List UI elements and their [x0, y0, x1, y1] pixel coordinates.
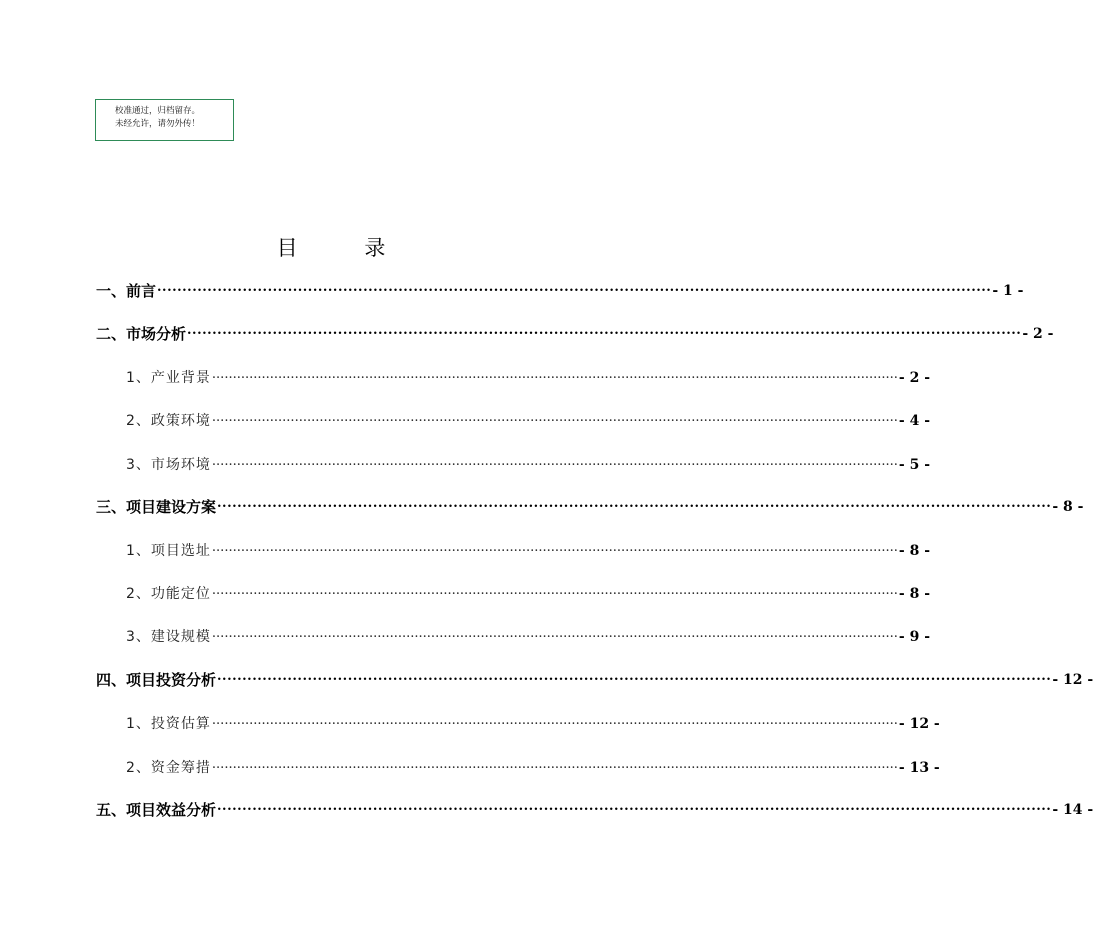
toc-leader: ......................................................................................................................................................................	[217, 496, 1052, 511]
toc-entry-policy-environment[interactable]	[126, 410, 931, 431]
toc-entry-label: 1、项目选址	[126, 543, 211, 559]
toc-page-number: - 8 -	[898, 543, 931, 559]
toc-page-number: - 4 -	[898, 413, 931, 429]
notice-line-2: 未经允许，请勿外传！	[115, 119, 201, 129]
toc-entry-label: 三、项目建设方案	[96, 498, 217, 516]
toc-leader: ......................................................................................................................................................................	[187, 323, 1022, 338]
toc-leader: ......................................................................................................................................................................	[211, 583, 898, 598]
toc-entry-market-environment[interactable]	[126, 454, 931, 475]
toc-entry-label: 2、政策环境	[126, 413, 211, 429]
toc-entry-label: 四、项目投资分析	[96, 671, 217, 689]
toc-page-number: - 8 -	[1052, 499, 1084, 515]
toc-entry-label: 五、项目效益分析	[96, 801, 217, 819]
toc-entry-benefit-analysis[interactable]	[96, 799, 1093, 820]
toc-entry-label: 3、市场环境	[126, 457, 211, 473]
toc-page-number: - 8 -	[898, 586, 931, 602]
toc-leader: ......................................................................................................................................................................	[211, 410, 898, 425]
toc-entry-fund-raising[interactable]	[126, 757, 940, 778]
toc-entry-preface[interactable]	[96, 280, 1024, 301]
toc-leader: ......................................................................................................................................................................	[157, 280, 992, 295]
toc-page-number: - 2 -	[1022, 326, 1054, 342]
toc-title: 目 录	[276, 236, 416, 260]
notice-line-1: 校准通过，归档留存。	[115, 106, 201, 116]
toc-page-number: - 12 -	[898, 716, 940, 732]
toc-page-number: - 5 -	[898, 457, 931, 473]
toc-leader: ......................................................................................................................................................................	[211, 367, 898, 382]
toc-entry-industry-background[interactable]	[126, 367, 931, 388]
toc-page-number: - 12 -	[1052, 672, 1093, 688]
toc-page-number: - 2 -	[898, 370, 931, 386]
toc-entry-site-selection[interactable]	[126, 540, 931, 561]
toc-page-number: - 9 -	[898, 629, 931, 645]
toc-leader: ......................................................................................................................................................................	[211, 540, 898, 555]
notice-box	[95, 99, 234, 141]
toc-entry-construction-plan[interactable]	[96, 496, 1084, 517]
toc-entry-construction-scale[interactable]	[126, 626, 931, 647]
toc-entry-market-analysis[interactable]	[96, 323, 1054, 344]
toc-entry-investment-estimate[interactable]	[126, 713, 940, 734]
toc-entry-label: 2、功能定位	[126, 586, 211, 602]
toc-leader: ......................................................................................................................................................................	[211, 757, 898, 772]
toc-entry-label: 二、市场分析	[96, 325, 187, 343]
toc-leader: ......................................................................................................................................................................	[211, 626, 898, 641]
toc-entry-function-positioning[interactable]	[126, 583, 931, 604]
toc-leader: ......................................................................................................................................................................	[211, 713, 898, 728]
toc-page-number: - 14 -	[1052, 802, 1093, 818]
toc-entry-label: 1、产业背景	[126, 370, 211, 386]
toc-entry-label: 2、资金筹措	[126, 760, 211, 776]
toc-entry-label: 3、建设规模	[126, 629, 211, 645]
toc-entry-investment-analysis[interactable]	[96, 669, 1093, 690]
toc-page-number: - 13 -	[898, 760, 940, 776]
toc-leader: ......................................................................................................................................................................	[211, 454, 898, 469]
toc-entry-label: 1、投资估算	[126, 716, 211, 732]
toc-page-number: - 1 -	[992, 283, 1024, 299]
toc-leader: ......................................................................................................................................................................	[217, 669, 1052, 684]
toc-entry-label: 一、前言	[96, 282, 157, 300]
toc-leader: ......................................................................................................................................................................	[217, 799, 1052, 814]
